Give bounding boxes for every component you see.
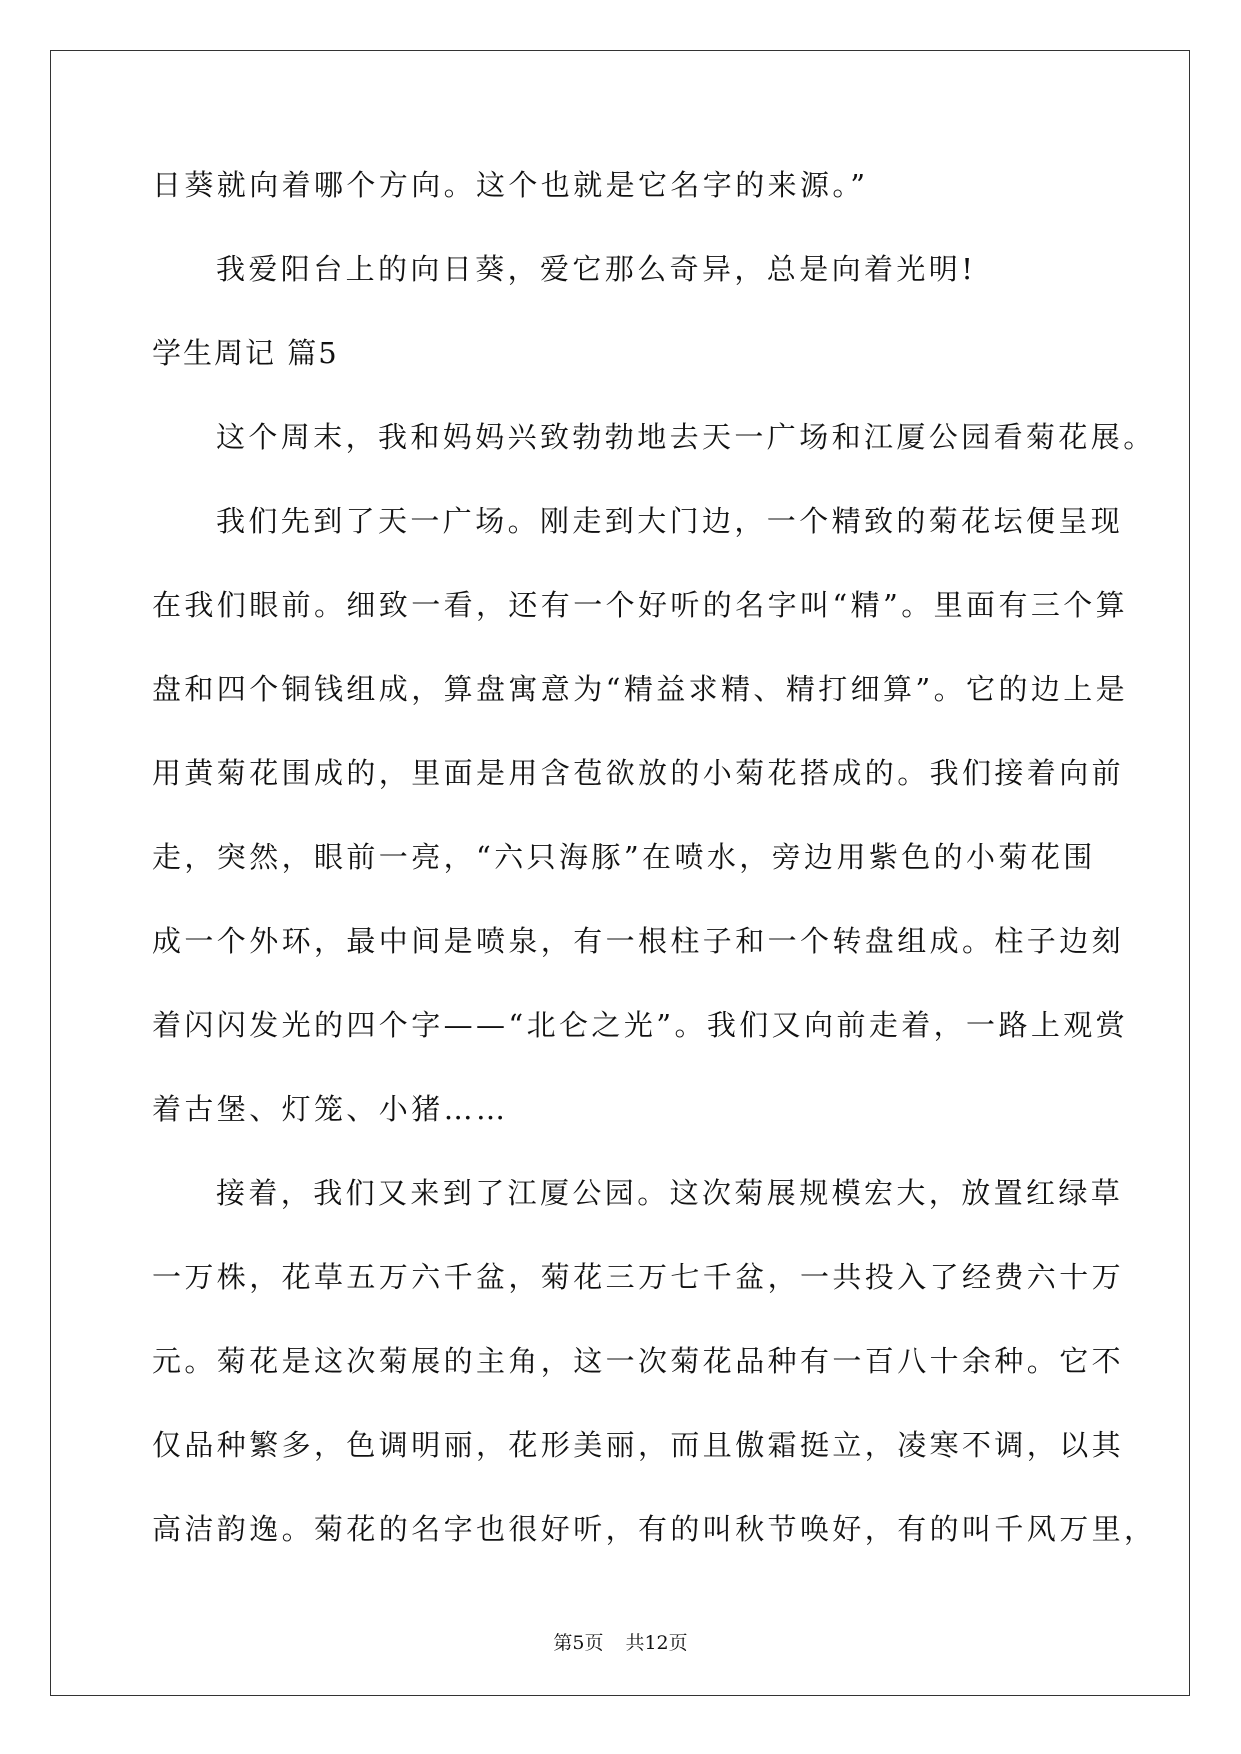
- text-line-17: 高洁韵逸。菊花的名字也很好听，有的叫秋节唤好，有的叫千风万里，: [152, 1512, 1157, 1546]
- text-line-15: 元。菊花是这次菊展的主角，这一次菊花品种有一百八十余种。它不: [152, 1344, 1125, 1378]
- text-line-13: 接着，我们又来到了江厦公园。这次菊展规模宏大，放置红绿草: [216, 1176, 1124, 1210]
- text-line-14: 一万株，花草五万六千盆，菊花三万七千盆，一共投入了经费六十万: [152, 1260, 1125, 1294]
- text-line-4: 这个周末，我和妈妈兴致勃勃地去天一广场和江厦公园看菊花展。: [216, 420, 1156, 454]
- document-body: [152, 160, 1157, 1588]
- page-footer: [0, 1631, 1241, 1655]
- text-line-11: 着闪闪发光的四个字——“北仑之光”。我们又向前走着，一路上观赏: [152, 1008, 1129, 1042]
- text-line-16: 仅品种繁多，色调明丽，花形美丽，而且傲霜挺立，凌寒不调，以其: [152, 1428, 1125, 1462]
- text-line-1: 日葵就向着哪个方向。这个也就是它名字的来源。”: [152, 168, 869, 202]
- text-line-7: 盘和四个铜钱组成，算盘寓意为“精益求精、精打细算”。它的边上是: [152, 672, 1129, 706]
- text-line-9: 走，突然，眼前一亮，“六只海豚”在喷水，旁边用紫色的小菊花围: [152, 840, 1096, 874]
- current-page-number: 第5页: [553, 1632, 604, 1654]
- text-line-5: 我们先到了天一广场。刚走到大门边，一个精致的菊花坛便呈现: [216, 504, 1124, 538]
- text-line-10: 成一个外环，最中间是喷泉，有一根柱子和一个转盘组成。柱子边刻: [152, 924, 1125, 958]
- text-line-8: 用黄菊花围成的，里面是用含苞欲放的小菊花搭成的。我们接着向前: [152, 756, 1125, 790]
- total-pages: 共12页: [625, 1632, 688, 1654]
- text-line-6: 在我们眼前。细致一看，还有一个好听的名字叫“精”。里面有三个算: [152, 588, 1129, 622]
- text-line-2: 我爱阳台上的向日葵，爱它那么奇异，总是向着光明!: [216, 252, 977, 286]
- text-line-12: 着古堡、灯笼、小猪……: [152, 1092, 509, 1126]
- section-heading: 学生周记 篇5: [152, 336, 339, 370]
